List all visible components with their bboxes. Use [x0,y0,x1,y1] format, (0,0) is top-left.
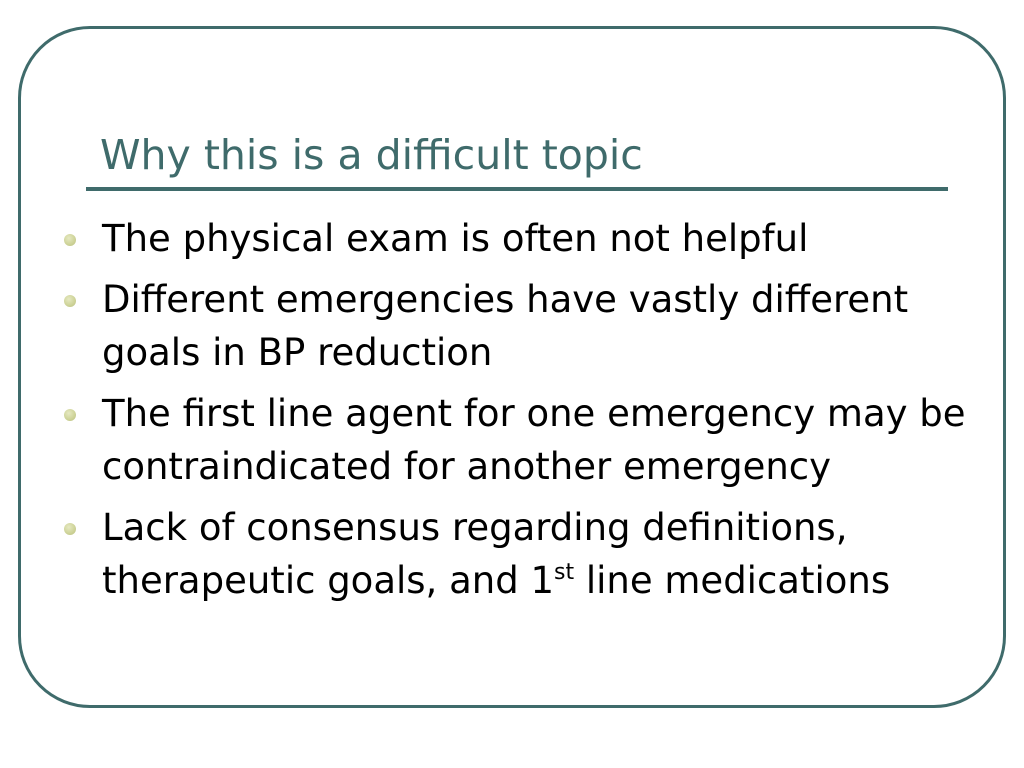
bullet-dot-icon [64,409,76,421]
bullet-dot-icon [64,234,76,246]
bullet-text: The first line agent for one emergency may be contraindicated for another emergency [102,392,966,488]
bullet-text: The physical exam is often not helpful [102,217,809,260]
slide-title: Why this is a difficult topic [100,131,643,179]
bullet-item [62,273,982,379]
bullet-text: Different emergencies have vastly different goals in BP reduction [102,278,909,374]
bullet-dot-icon [64,295,76,307]
bullet-item [62,387,982,493]
bullet-item [62,212,982,265]
bullet-item [62,501,982,607]
bullet-text-part: Lack of consensus regarding definitions, therapeutic goals, and 1 [102,506,848,602]
bullet-text-part: line medications [574,559,891,602]
bullet-dot-icon [64,523,76,535]
bullet-text [102,501,982,607]
ordinal-superscript: st [554,560,575,585]
title-underline [86,187,948,191]
bullet-list [62,212,982,615]
